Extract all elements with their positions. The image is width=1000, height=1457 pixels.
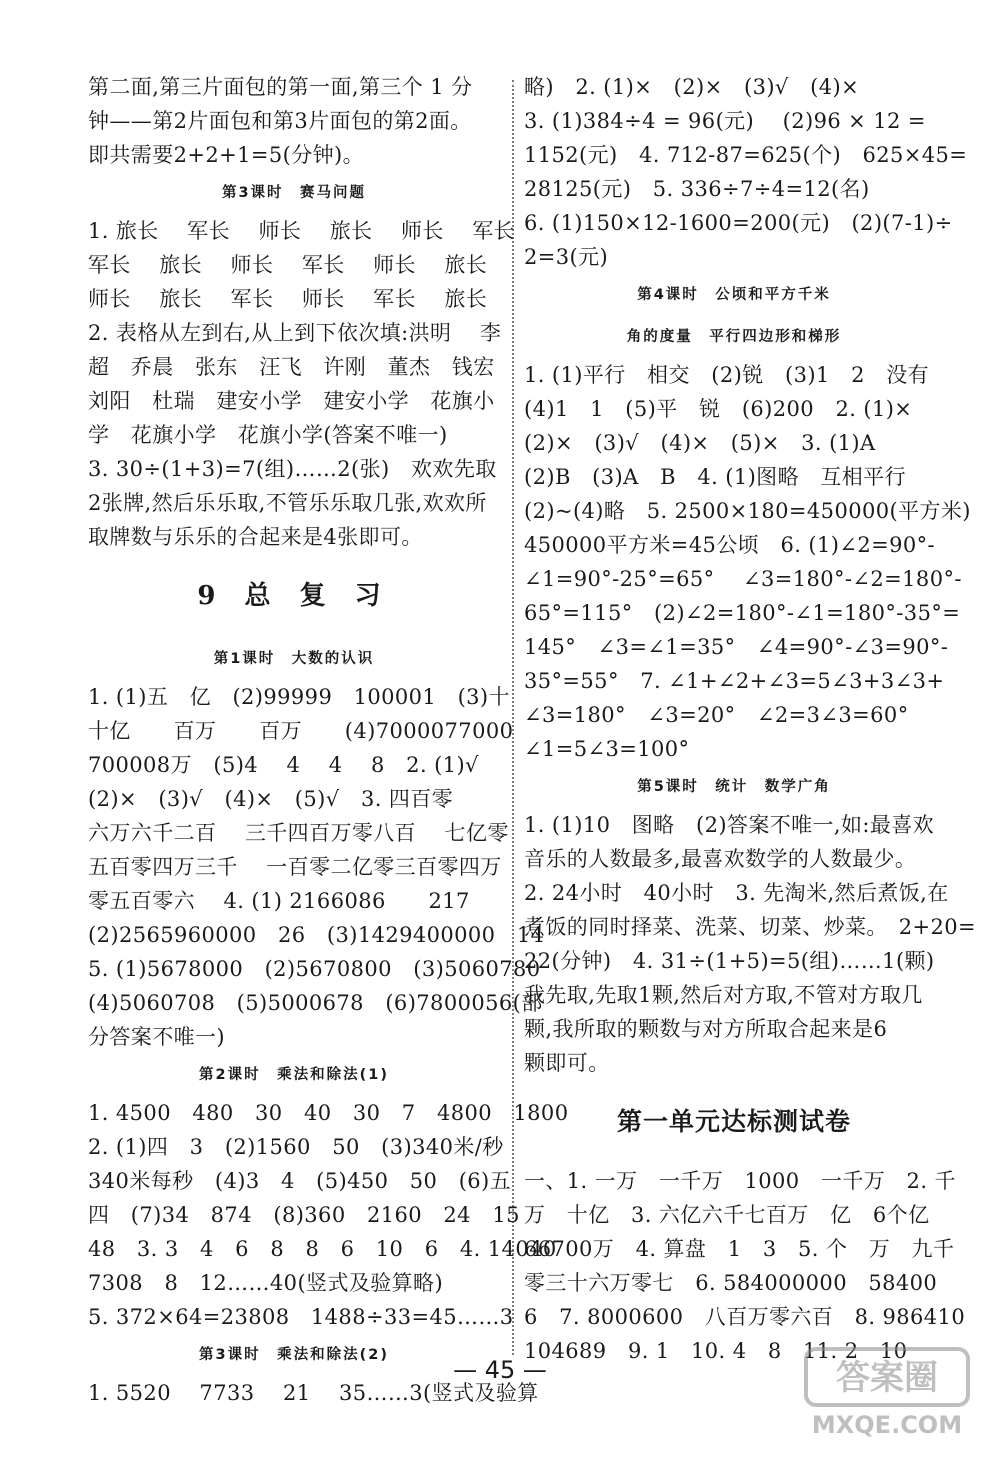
text-line: 音乐的人数最多,最喜欢数学的人数最少。: [524, 847, 917, 871]
heading-unit-1-test: 第一单元达标测试卷: [616, 1107, 851, 1136]
text-line: 四 (7)34 874 (8)360 2160 24 15: [88, 1203, 520, 1227]
heading-lesson-3-horse-race: 第3课时 赛马问题: [221, 185, 367, 201]
text-line: 学 花旗小学 花旗小学(答案不唯一): [88, 423, 448, 447]
heading-review-lesson-4-sub: 角的度量 平行四边形和梯形: [626, 329, 842, 345]
text-line: 颗,我所取的颗数与对方所取合起来是6: [524, 1017, 888, 1041]
text-line: 略) 2. (1)× (2)× (3)√ (4)×: [524, 75, 860, 99]
right-block-3: [524, 808, 976, 1080]
heading-review-lesson-3: 第3课时 乘法和除法(2): [199, 1347, 389, 1363]
page-number: — 45 —: [453, 1356, 547, 1384]
text-line: 1. 4500 480 30 40 30 7 4800 1800: [88, 1101, 569, 1125]
text-line: ∠1=5∠3=100°: [524, 737, 690, 761]
text-line: 3. (1)384÷4 = 96(元) (2)96 × 12 =: [524, 109, 926, 133]
text-line: ∠3=180° ∠3=20° ∠2=3∠3=60°: [524, 703, 909, 727]
text-line: 104689 9. 1 10. 4 8 11. 2 10: [524, 1339, 908, 1363]
text-line: 颗即可。: [524, 1051, 610, 1075]
left-block-3: [88, 680, 545, 1054]
text-line: 2张牌,然后乐乐取,不管乐乐取几张,欢欢所: [88, 491, 487, 515]
left-block-2: [88, 214, 516, 554]
right-block-2: [524, 358, 971, 766]
text-line: (2)× (3)√ (4)× (5)√ 3. 四百零: [88, 787, 454, 811]
right-column: [524, 70, 976, 1368]
text-line: 48 3. 3 4 6 8 8 6 10 6 4. 14040: [88, 1237, 557, 1261]
text-line: 刘阳 杜瑞 建安小学 建安小学 花旗小: [88, 389, 495, 413]
left-block-1: [88, 70, 500, 172]
heading-review-lesson-5: 第5课时 统计 数学广角: [637, 779, 831, 795]
text-line: 万 十亿 3. 六亿六千七百万 亿 6个亿: [524, 1203, 930, 1227]
text-line: 1. 旅长 军长 师长 旅长 师长 军长: [88, 219, 516, 243]
text-line: (2)× (3)√ (4)× (5)× 3. (1)A: [524, 431, 876, 455]
text-line: (2)B (3)A B 4. (1)图略 互相平行: [524, 465, 906, 489]
text-line: 军长 旅长 师长 军长 师长 旅长: [88, 253, 488, 277]
text-line: 1. 5520 7733 21 35……3(竖式及验算: [88, 1381, 539, 1405]
left-block-4: [88, 1096, 569, 1334]
right-block-4: [524, 1164, 966, 1368]
text-line: 1152(元) 4. 712-87=625(个) 625×45=: [524, 143, 968, 167]
text-line: (4)5060708 (5)5000678 (6)7800056(部: [88, 991, 543, 1015]
text-line: 700008万 (5)4 4 4 8 2. (1)√: [88, 753, 479, 777]
watermark-logo: [802, 1343, 972, 1443]
svg-text:答案圈: 答案圈: [836, 1358, 938, 1398]
column-divider: [512, 80, 514, 1355]
text-line: 我先取,先取1颗,然后对方取,不管对方取几: [524, 983, 923, 1007]
text-line: 22(分钟) 4. 31÷(1+5)=5(组)……1(颗): [524, 949, 935, 973]
text-line: 取牌数与乐乐的合起来是4张即可。: [88, 525, 423, 549]
text-line: 一、1. 一万 一千万 1000 一千万 2. 千: [524, 1169, 956, 1193]
text-line: 零三十六万零七 6. 584000000 58400: [524, 1271, 938, 1295]
text-line: 超 乔晨 张东 汪飞 许刚 董杰 钱宏: [88, 355, 495, 379]
text-line: 1. (1)五 亿 (2)99999 100001 (3)十: [88, 685, 510, 709]
svg-text:MXQE.COM: MXQE.COM: [811, 1411, 963, 1439]
text-line: 十亿 百万 百万 (4)7000077000: [88, 719, 514, 743]
text-line: 2. 24小时 40小时 3. 先淘米,然后煮饭,在: [524, 881, 949, 905]
text-line: 6. (1)150×12-1600=200(元) (2)(7-1)÷: [524, 211, 953, 235]
text-line: 3. 30÷(1+3)=7(组)……2(张) 欢欢先取: [88, 457, 497, 481]
text-line: 340米每秒 (4)3 4 (5)450 50 (6)五: [88, 1169, 512, 1193]
text-line: (2)2565960000 26 (3)1429400000 14: [88, 923, 545, 947]
text-line: 5. (1)5678000 (2)5670800 (3)5060780: [88, 957, 541, 981]
text-line: 2. (1)四 3 (2)1560 50 (3)340米/秒: [88, 1135, 504, 1159]
text-line: 六万六千二百 三千四百万零八百 七亿零: [88, 821, 509, 845]
text-line: 即共需要2+2+1=5(分钟)。: [88, 143, 365, 167]
text-line: 65°=115° (2)∠2=180°-∠1=180°-35°=: [524, 601, 961, 625]
text-line: 5. 372×64=23808 1488÷33=45……3: [88, 1305, 514, 1329]
text-line: 6 7. 8000600 八百万零六百 8. 986410: [524, 1305, 966, 1329]
text-line: 450000平方米=45公顷 6. (1)∠2=90°-: [524, 533, 936, 557]
heading-review-lesson-1: 第1课时 大数的认识: [213, 651, 375, 667]
text-line: 钟——第2片面包和第3片面包的第2面。: [88, 109, 472, 133]
text-line: 第二面,第三片面包的第一面,第三个 1 分: [88, 75, 473, 99]
text-line: 零五百零六 4. (1) 2166086 217: [88, 889, 470, 913]
heading-review-lesson-4: 第4课时 公顷和平方千米: [637, 287, 831, 303]
text-line: 145° ∠3=∠1=35° ∠4=90°-∠3=90°-: [524, 635, 949, 659]
text-line: 分答案不唯一): [88, 1025, 225, 1049]
text-line: 师长 旅长 军长 师长 军长 旅长: [88, 287, 488, 311]
text-line: 1. (1)平行 相交 (2)锐 (3)1 2 没有: [524, 363, 930, 387]
text-line: 2=3(元): [524, 245, 609, 269]
right-block-1: [524, 70, 968, 274]
text-line: 1. (1)10 图略 (2)答案不唯一,如:最喜欢: [524, 813, 935, 837]
text-line: 35°=55° 7. ∠1+∠2+∠3=5∠3+3∠3+: [524, 669, 945, 693]
text-line: 2. 表格从左到右,从上到下依次填:洪明 李: [88, 321, 502, 345]
heading-chapter-9-review: 9 总 复 习: [197, 581, 391, 611]
text-line: 五百零四万三千 一百零二亿零三百零四万: [88, 855, 502, 879]
text-line: (4)1 1 (5)平 锐 (6)200 2. (1)×: [524, 397, 913, 421]
text-line: 7308 8 12……40(竖式及验算略): [88, 1271, 444, 1295]
heading-review-lesson-2: 第2课时 乘法和除法(1): [199, 1067, 389, 1083]
text-line: (2)~(4)略 5. 2500×180=450000(平方米): [524, 499, 971, 523]
text-line: 煮饭的同时择菜、洗菜、切菜、炒菜。 2+20=: [524, 915, 976, 939]
text-line: 28125(元) 5. 336÷7÷4=12(名): [524, 177, 870, 201]
text-line: ∠1=90°-25°=65° ∠3=180°-∠2=180°-: [524, 567, 962, 591]
text-line: 66700万 4. 算盘 1 3 5. 个 万 九千: [524, 1237, 955, 1261]
